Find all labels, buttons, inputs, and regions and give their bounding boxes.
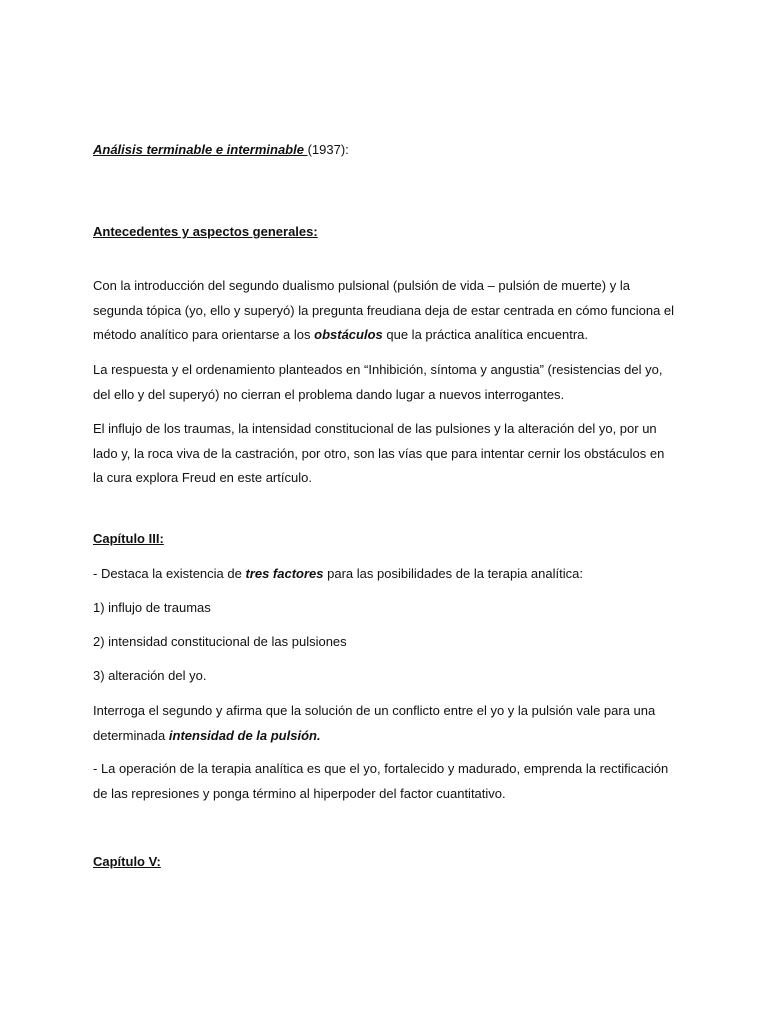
emphasis-text: obstáculos xyxy=(314,327,383,342)
section-heading-capitulo-iii xyxy=(93,527,678,552)
paragraph-text: Con la introducción del segundo dualismo pulsional (pulsión de vida – pulsión de muerte) y la segunda tópica (yo, ello y superyó) la pregunta freudiana deja de estar centrada en cómo funciona el método analítico para orientarse a los xyxy=(93,278,675,342)
paragraph-intro xyxy=(93,274,678,348)
paragraph-influjo: El influjo de los traumas, la intensidad constitucional de las pulsiones y la alteración del yo, por un lado y, la roca viva de la castración, por otro, son las vías que para intentar cernir los obstáculos en la cura explora Freud en este artículo. xyxy=(93,421,665,485)
paragraph-text: para las posibilidades de la terapia analítica: xyxy=(323,566,583,581)
paragraph-factores xyxy=(93,562,678,587)
list-item: 3) alteración del yo. xyxy=(93,668,207,683)
title-year: (1937): xyxy=(307,142,349,157)
heading-text: Antecedentes y aspectos generales: xyxy=(93,224,318,239)
paragraph-interroga xyxy=(93,699,678,748)
paragraph-operacion: - La operación de la terapia analítica es que el yo, fortalecido y madurado, emprenda la rectificación de las represiones y ponga término al hiperpoder del factor cuantitativo. xyxy=(93,761,669,801)
list-item: 2) intensidad constitucional de las pulsiones xyxy=(93,634,347,649)
title-main: Análisis terminable e interminable xyxy=(93,142,308,157)
paragraph-text: Interroga el segundo y afirma que la solución de un conflicto entre el yo y la pulsión vale para una determinada xyxy=(93,703,656,743)
emphasis-text: intensidad de la pulsión. xyxy=(168,727,321,743)
paragraph-text: - Destaca la existencia de xyxy=(93,566,246,581)
emphasis-text: tres factores xyxy=(245,566,324,581)
section-heading-antecedentes xyxy=(93,220,678,245)
heading-text: Capítulo III: xyxy=(93,531,164,546)
section-heading-capitulo-v xyxy=(93,850,678,875)
list-item: 1) influjo de traumas xyxy=(93,600,211,615)
heading-text: Capítulo V: xyxy=(93,854,161,869)
paragraph-respuesta: La respuesta y el ordenamiento planteados en “Inhibición, síntoma y angustia” (resistencias del yo, del ello y del superyó) no cierran el problema dando lugar a nuevos interrogantes. xyxy=(93,362,663,402)
paragraph-text: que la práctica analítica encuentra. xyxy=(382,327,589,342)
document-title xyxy=(93,138,678,163)
